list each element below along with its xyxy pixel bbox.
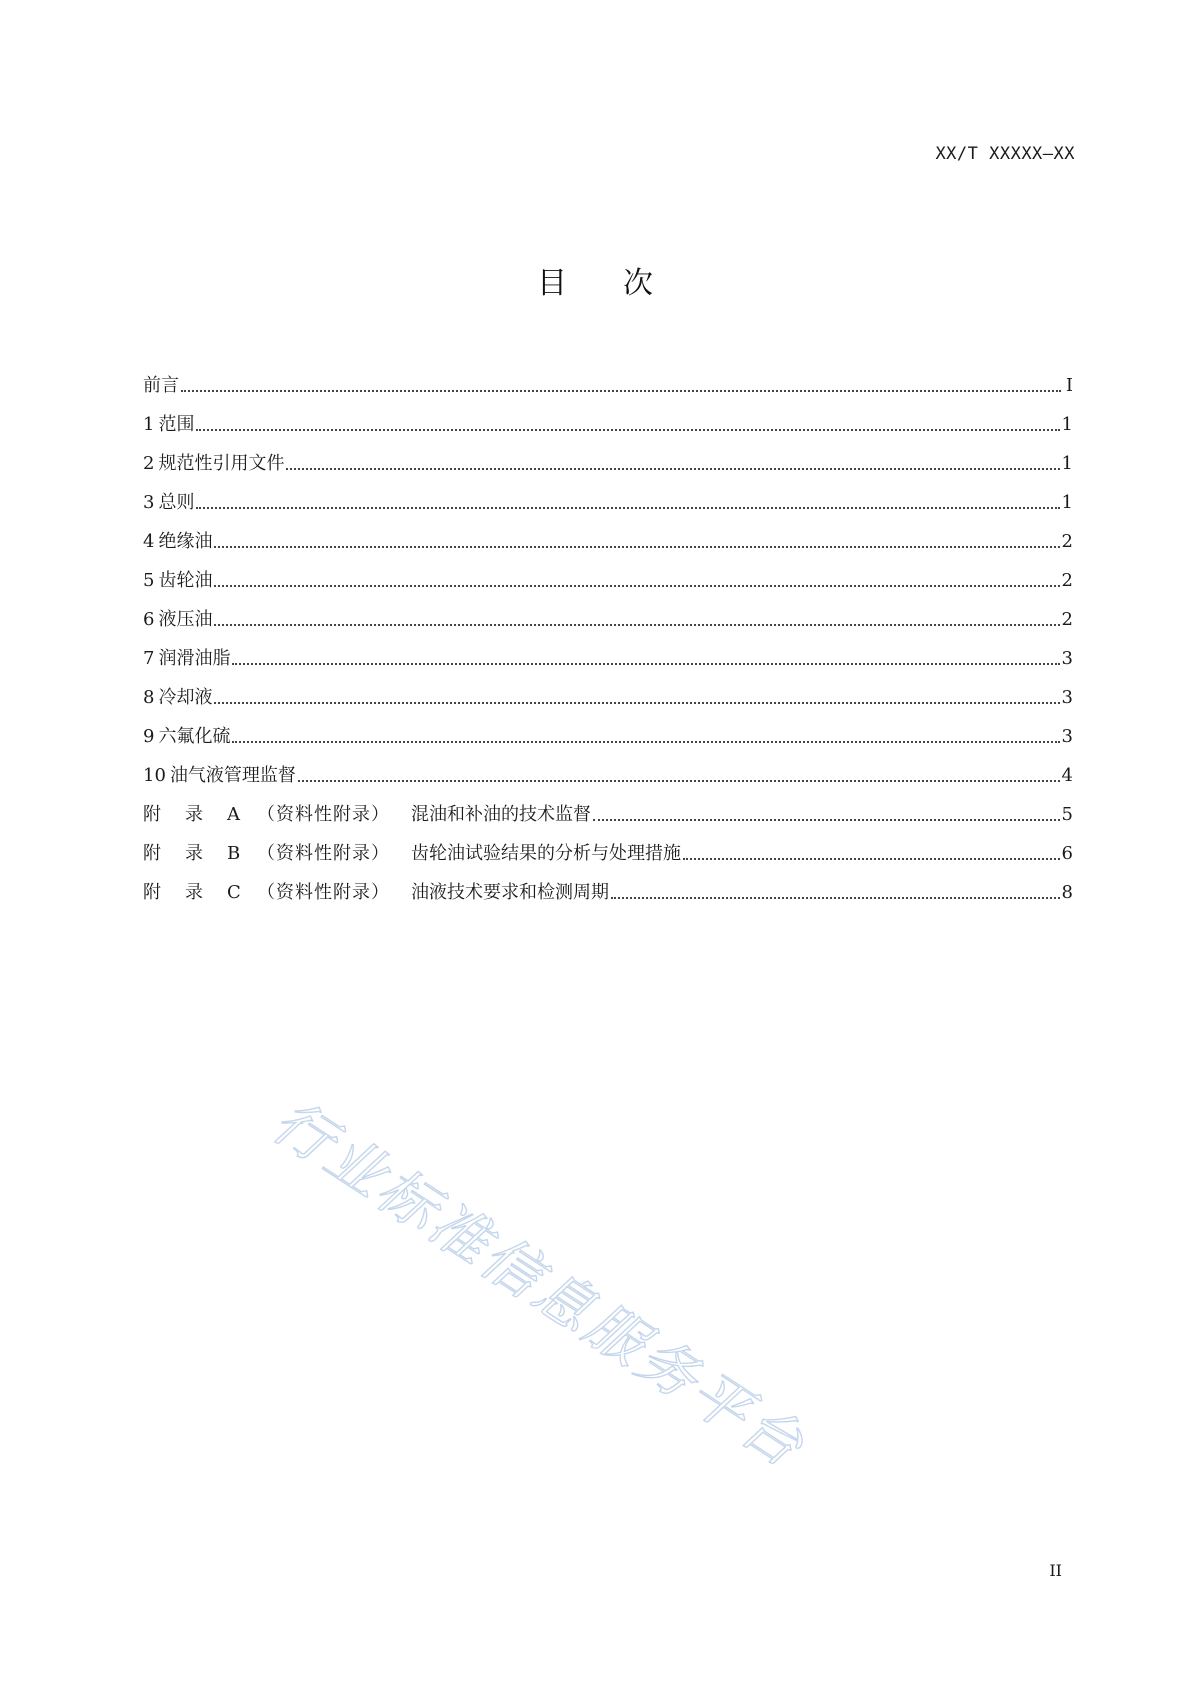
toc-entry-number: 6 bbox=[143, 609, 155, 630]
toc-dot-leader bbox=[196, 429, 1059, 431]
toc-entry-page: 3 bbox=[1061, 726, 1073, 747]
toc-entry-title: 油气液管理监督 bbox=[169, 765, 296, 786]
toc-entry-page: 4 bbox=[1061, 765, 1073, 786]
toc-entry-title: 六氟化硫 bbox=[158, 726, 231, 747]
toc-entry-page: 3 bbox=[1061, 648, 1073, 669]
toc-entry-title: 齿轮油试验结果的分析与处理措施 bbox=[411, 843, 681, 864]
toc-entry-number: 8 bbox=[143, 687, 155, 708]
appendix-letter: C bbox=[227, 882, 241, 903]
toc-entry-page: I bbox=[1065, 375, 1073, 396]
toc-dot-leader bbox=[181, 390, 1061, 392]
toc-entry-page: 2 bbox=[1061, 609, 1073, 630]
toc-entry-page: 5 bbox=[1061, 804, 1073, 825]
appendix-type: （资料性附录） bbox=[257, 843, 390, 864]
appendix-word: 录 bbox=[185, 804, 203, 825]
toc-entry-title: 绝缘油 bbox=[158, 531, 213, 552]
toc-entry-number: 9 bbox=[143, 726, 155, 747]
toc-entry-appendix-b[interactable] bbox=[143, 826, 1073, 865]
toc-entry-title: 前言 bbox=[143, 375, 179, 396]
toc-entry-section-6[interactable] bbox=[143, 592, 1073, 631]
appendix-type: （资料性附录） bbox=[257, 882, 390, 903]
toc-dot-leader bbox=[214, 624, 1059, 626]
toc-entry-title: 液压油 bbox=[158, 609, 213, 630]
toc-entry-title: 混油和补油的技术监督 bbox=[411, 804, 591, 825]
toc-entry-section-3[interactable] bbox=[143, 475, 1073, 514]
toc-entry-page: 2 bbox=[1061, 570, 1073, 591]
appendix-word: 录 bbox=[185, 882, 203, 903]
toc-dot-leader bbox=[286, 468, 1059, 470]
appendix-word: 录 bbox=[185, 843, 203, 864]
toc-entry-appendix-a[interactable] bbox=[143, 787, 1073, 826]
toc-dot-leader bbox=[214, 546, 1059, 548]
toc-entry-title: 范围 bbox=[158, 414, 195, 435]
appendix-letter: B bbox=[227, 843, 241, 864]
toc-entry-page: 1 bbox=[1061, 453, 1073, 474]
appendix-type: （资料性附录） bbox=[257, 804, 390, 825]
toc-entry-section-1[interactable] bbox=[143, 397, 1073, 436]
toc-entry-number: 2 bbox=[143, 453, 155, 474]
toc-entry-title: 油液技术要求和检测周期 bbox=[411, 882, 609, 903]
toc-entry-appendix-c[interactable] bbox=[143, 865, 1073, 904]
toc-entry-number: 4 bbox=[143, 531, 155, 552]
toc-entry-section-10[interactable] bbox=[143, 748, 1073, 787]
toc-entry-title: 齿轮油 bbox=[158, 570, 213, 591]
toc-entry-number: 7 bbox=[143, 648, 155, 669]
toc-entry-section-8[interactable] bbox=[143, 670, 1073, 709]
toc-entry-section-4[interactable] bbox=[143, 514, 1073, 553]
toc-dot-leader bbox=[611, 897, 1060, 899]
toc-entry-page: 8 bbox=[1061, 882, 1073, 903]
toc-entry-page: 3 bbox=[1061, 687, 1073, 708]
toc-entry-title: 冷却液 bbox=[158, 687, 213, 708]
page-number: II bbox=[1049, 1561, 1062, 1580]
appendix-letter: A bbox=[227, 804, 240, 825]
toc-dot-leader bbox=[232, 663, 1059, 665]
toc-entry-title: 总则 bbox=[158, 492, 195, 513]
toc-entry-title: 润滑油脂 bbox=[158, 648, 231, 669]
toc-entry-page: 1 bbox=[1061, 492, 1073, 513]
toc-dot-leader bbox=[214, 702, 1059, 704]
toc-entry-number: 1 bbox=[143, 414, 155, 435]
toc-dot-leader bbox=[683, 858, 1060, 860]
appendix-word: 附 bbox=[143, 804, 161, 825]
toc-dot-leader bbox=[298, 780, 1060, 782]
page-title: 目次 bbox=[537, 266, 709, 301]
toc-entry-title: 规范性引用文件 bbox=[158, 453, 285, 474]
toc-entry-section-2[interactable] bbox=[143, 436, 1073, 475]
toc-entry-section-7[interactable] bbox=[143, 631, 1073, 670]
watermark: 行业标准信息服务平台 bbox=[260, 1086, 818, 1482]
appendix-word: 附 bbox=[143, 882, 161, 903]
toc-entry-page: 1 bbox=[1061, 414, 1073, 435]
toc-entry-preface[interactable] bbox=[143, 358, 1073, 397]
toc-entry-number: 5 bbox=[143, 570, 155, 591]
appendix-word: 附 bbox=[143, 843, 161, 864]
toc-dot-leader bbox=[214, 585, 1059, 587]
toc-dot-leader bbox=[232, 741, 1059, 743]
toc-entry-page: 2 bbox=[1061, 531, 1073, 552]
toc-entry-number: 3 bbox=[143, 492, 155, 513]
document-code: XX/T XXXXX—XX bbox=[935, 144, 1075, 164]
table-of-contents bbox=[143, 358, 1073, 904]
toc-entry-section-9[interactable] bbox=[143, 709, 1073, 748]
toc-entry-page: 6 bbox=[1061, 843, 1073, 864]
toc-dot-leader bbox=[593, 819, 1060, 821]
toc-dot-leader bbox=[196, 507, 1059, 509]
toc-entry-number: 10 bbox=[143, 765, 166, 786]
toc-entry-section-5[interactable] bbox=[143, 553, 1073, 592]
